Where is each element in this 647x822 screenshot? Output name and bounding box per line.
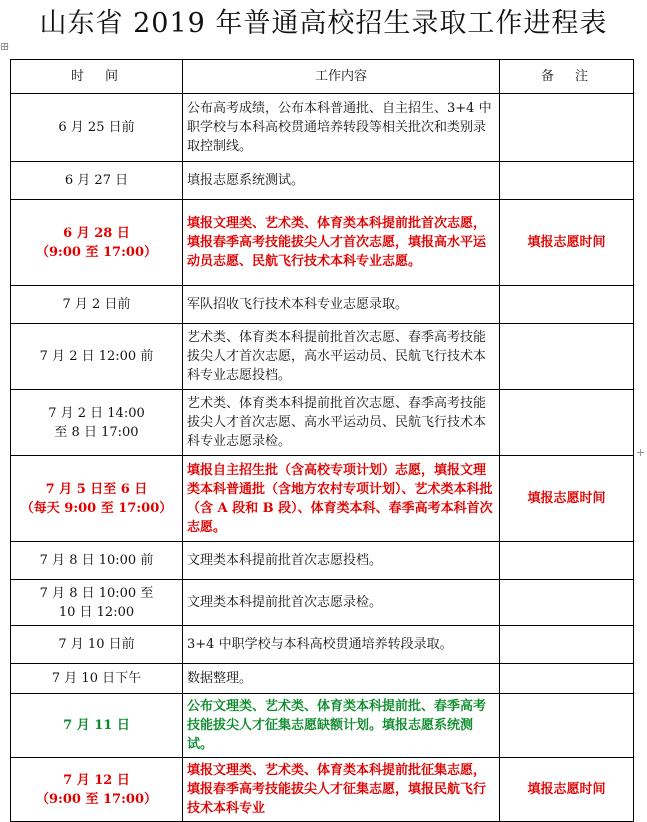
row-note-cell — [500, 664, 634, 694]
row-content-cell: 艺术类、体育类本科提前批首次志愿、春季高考技能拔尖人才首次志愿，高水平运动员、民航飞行技术本科专业志愿投档。 — [183, 324, 500, 390]
row-note-cell — [500, 580, 634, 626]
table-row — [11, 286, 634, 324]
row-content-cell: 公布文理类、艺术类、体育类本科提前批、春季高考技能拔尖人才征集志愿缺额计划。填报志愿系统测试。 — [183, 694, 500, 758]
row-time-cell: 7 月 10 日下午 — [11, 664, 183, 694]
table-add-row-handle[interactable]: + — [636, 446, 646, 459]
row-note-cell — [500, 694, 634, 758]
header-content: 工作内容 — [183, 60, 500, 94]
row-content-cell: 文理类本科提前批首次志愿投档。 — [183, 542, 500, 580]
row-time-cell: 7 月 11 日 — [11, 694, 183, 758]
row-note-cell — [500, 324, 634, 390]
table-header-row — [11, 60, 634, 94]
table-row — [11, 580, 634, 626]
table-row — [11, 626, 634, 664]
row-note-cell — [500, 162, 634, 200]
row-note-cell: 填报志愿时间 — [500, 200, 634, 286]
table-row — [11, 162, 634, 200]
row-content-cell: 文理类本科提前批首次志愿录检。 — [183, 580, 500, 626]
table-row — [11, 694, 634, 758]
row-time-cell: 7 月 5 日至 6 日 （每天 9:00 至 17:00） — [11, 456, 183, 542]
row-content-cell: 艺术类、体育类本科提前批首次志愿、春季高考技能拔尖人才首次志愿、高水平运动员、民航飞行技术本科专业志愿录检。 — [183, 390, 500, 456]
row-content-cell: 3+4 中职学校与本科高校贯通培养转段录取。 — [183, 626, 500, 664]
row-time-cell: 6 月 25 日前 — [11, 94, 183, 162]
table-row — [11, 200, 634, 286]
table-row — [11, 758, 634, 822]
table-row — [11, 664, 634, 694]
table-row — [11, 94, 634, 162]
row-time-cell: 7 月 10 日前 — [11, 626, 183, 664]
row-note-cell — [500, 542, 634, 580]
header-note: 备 注 — [500, 60, 634, 94]
row-content-cell: 填报自主招生批（含高校专项计划）志愿，填报文理类本科普通批（含地方农村专项计划）、艺术类本科批（含 A 段和 B 段）、体育类本科、春季高考本科首次志愿。 — [183, 456, 500, 542]
row-time-cell: 6 月 28 日 （9:00 至 17:00） — [11, 200, 183, 286]
table-row — [11, 390, 634, 456]
row-time-cell: 7 月 2 日 12:00 前 — [11, 324, 183, 390]
row-content-cell: 军队招收飞行技术本科专业志愿录取。 — [183, 286, 500, 324]
row-note-cell: 填报志愿时间 — [500, 456, 634, 542]
row-note-cell: 填报志愿时间 — [500, 758, 634, 822]
row-note-cell — [500, 390, 634, 456]
table-row — [11, 542, 634, 580]
row-content-cell: 填报文理类、艺术类、体育类本科提前批征集志愿，填报春季高考技能拔尖人才征集志愿，填报民航飞行技术本科专业 — [183, 758, 500, 822]
row-content-cell: 数据整理。 — [183, 664, 500, 694]
row-note-cell — [500, 286, 634, 324]
row-time-cell: 7 月 8 日 10:00 前 — [11, 542, 183, 580]
row-time-cell: 7 月 8 日 10:00 至 10 日 12:00 — [11, 580, 183, 626]
row-time-cell: 7 月 2 日前 — [11, 286, 183, 324]
schedule-table — [10, 59, 634, 822]
row-content-cell: 填报志愿系统测试。 — [183, 162, 500, 200]
row-note-cell — [500, 94, 634, 162]
row-time-cell: 7 月 2 日 14:00 至 8 日 17:00 — [11, 390, 183, 456]
row-content-cell: 公布高考成绩，公布本科普通批、自主招生、3+4 中职学校与本科高校贯通培养转段等相关批次和类别录取控制线。 — [183, 94, 500, 162]
page-title: 山东省 2019 年普通高校招生录取工作进程表 — [39, 8, 608, 39]
row-time-cell: 6 月 27 日 — [11, 162, 183, 200]
row-time-cell: 7 月 12 日 （9:00 至 17:00） — [11, 758, 183, 822]
table-row — [11, 456, 634, 542]
table-row — [11, 324, 634, 390]
table-move-handle[interactable]: ⊞ — [0, 40, 10, 53]
row-note-cell — [500, 626, 634, 664]
row-content-cell: 填报文理类、艺术类、体育类本科提前批首次志愿，填报春季高考技能拔尖人才首次志愿，填报高水平运动员志愿、民航飞行技术本科专业志愿。 — [183, 200, 500, 286]
header-time: 时 间 — [11, 60, 183, 94]
